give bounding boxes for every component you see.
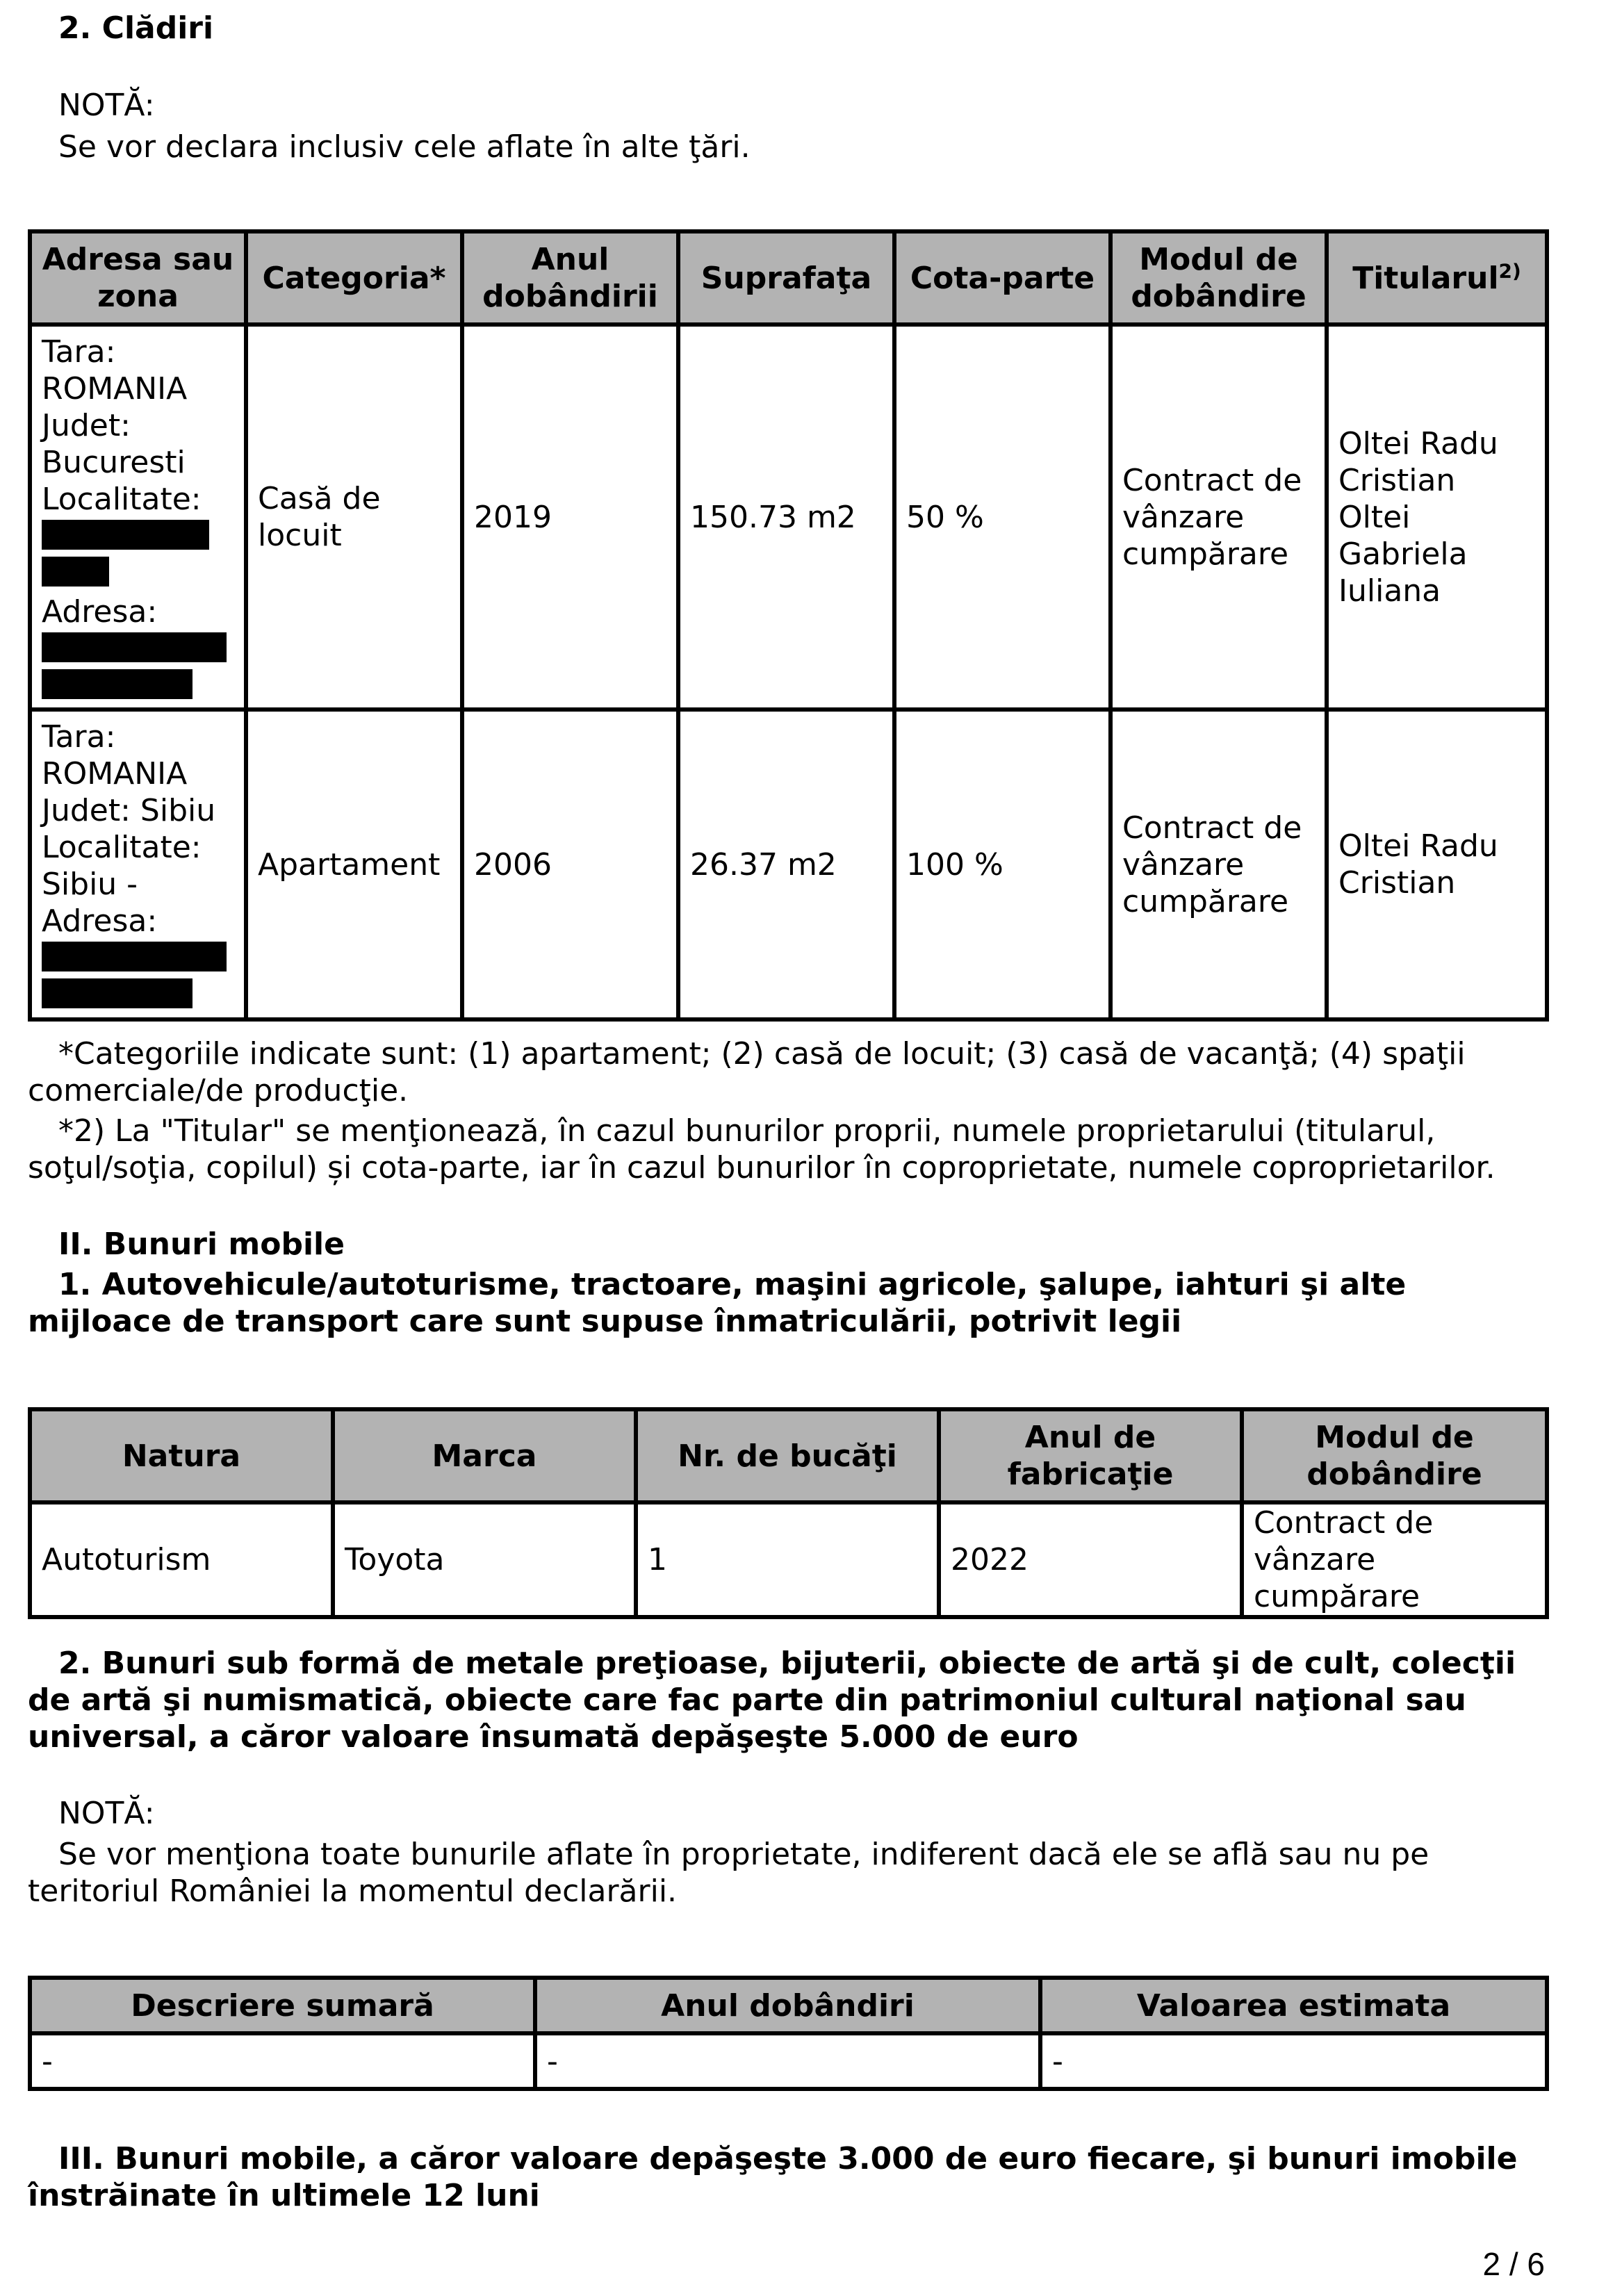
- anul-cell: 2022: [939, 1502, 1242, 1617]
- address-line: ROMANIA: [42, 756, 188, 792]
- table-row: [30, 2033, 1547, 2089]
- vehicles-table: [28, 1407, 1549, 1619]
- note-text: Se vor menţiona toate bunurile aflate în proprietate, indiferent dacă ele se află sau nu pe teritoriul României la momentul declarării.: [28, 1837, 1429, 1909]
- table-header-row: [30, 1409, 1547, 1502]
- anul-cell: 2006: [462, 710, 678, 1019]
- column-header: Nr. de bucăţi: [636, 1409, 939, 1502]
- subsection-vehicles: 1. Autovehicule/autoturisme, tractoare, maşini agricole, şalupe, iahturi şi alte mijloace de transport care sunt supuse înmatriculării, potrivit legii: [28, 1267, 1407, 1339]
- redaction-block: [42, 942, 227, 971]
- address-line: Localitate:: [42, 830, 202, 865]
- section-heading-cladiri: 2. Clădiri: [58, 10, 214, 46]
- subsection-valuables: 2. Bunuri sub formă de metale preţioase, bijuterii, obiecte de artă şi de cult, colecţii de artă şi numismatică, obiecte care fac parte din patrimoniul cultural naţional sau universal, a căror valoare însumată depăşeşte 5.000 de euro: [28, 1646, 1516, 1755]
- section-heading-instrainate: III. Bunuri mobile, a căror valoare depăşeşte 3.000 de euro fiecare, şi bunuri imobile înstrăinate în ultimele 12 luni: [28, 2141, 1518, 2213]
- descriere-cell: -: [30, 2033, 535, 2089]
- column-header-titular: [1327, 231, 1547, 325]
- titular-cell: Oltei Radu Cristian: [1327, 710, 1547, 1019]
- modul-cell: Contract de vânzare cumpărare: [1111, 710, 1327, 1019]
- anul-cell: 2019: [462, 325, 678, 710]
- address-cell: [30, 325, 246, 710]
- address-cell: [30, 710, 246, 1019]
- marca-cell: Toyota: [333, 1502, 636, 1617]
- section-heading-mobile: II. Bunuri mobile: [58, 1227, 345, 1262]
- address-label: Adresa:: [42, 594, 158, 630]
- column-header: Anul de fabricaţie: [939, 1409, 1242, 1502]
- column-header: Categoria*: [246, 231, 462, 325]
- table-header-row: [30, 231, 1547, 325]
- note-label: NOTĂ:: [58, 88, 155, 123]
- cota-cell: 50 %: [894, 325, 1111, 710]
- table-row: [30, 1502, 1547, 1617]
- anul-cell: -: [535, 2033, 1040, 2089]
- categoria-cell: Apartament: [246, 710, 462, 1019]
- column-header: Valoarea estimata: [1040, 1978, 1547, 2033]
- address-line: Sibiu -: [42, 867, 138, 902]
- column-header: Natura: [30, 1409, 333, 1502]
- valuables-table: [28, 1976, 1549, 2091]
- address-label: Adresa:: [42, 903, 158, 939]
- table-header-row: [30, 1978, 1547, 2033]
- redaction-block: [42, 669, 192, 699]
- bucati-cell: 1: [636, 1502, 939, 1617]
- column-header: Adresa sau zona: [30, 231, 246, 325]
- address-line: Judet:: [42, 408, 131, 443]
- footnote-titular: *2) La "Titular" se menţionează, în cazul bunurilor proprii, numele proprietarului (titularul, soţul/soţia, copilul) și cota-parte, iar în cazul bunurilor în coproprietate, numele coproprietarilor.: [28, 1113, 1496, 1186]
- categoria-cell: Casă de locuit: [246, 325, 462, 710]
- note-text: Se vor declara inclusiv cele aflate în alte ţări.: [58, 129, 751, 165]
- redaction-block: [42, 632, 227, 662]
- footnote-marker: 2): [1498, 259, 1521, 282]
- column-header: Anul dobândirii: [462, 231, 678, 325]
- footnote-categorii: *Categoriile indicate sunt: (1) apartament; (2) casă de locuit; (3) casă de vacanţă; (4) spaţii comerciale/de producţie.: [28, 1036, 1466, 1108]
- column-header: Anul dobândiri: [535, 1978, 1040, 2033]
- natura-cell: Autoturism: [30, 1502, 333, 1617]
- redaction-block: [42, 520, 209, 550]
- redaction-block: [42, 557, 109, 587]
- redaction-block: [42, 978, 192, 1008]
- suprafata-cell: 150.73 m2: [678, 325, 894, 710]
- address-line: Localitate:: [42, 482, 202, 517]
- cota-cell: 100 %: [894, 710, 1111, 1019]
- column-header: Suprafaţa: [678, 231, 894, 325]
- column-header: Cota-parte: [894, 231, 1111, 325]
- buildings-table: [28, 229, 1549, 1022]
- modul-cell: Contract de vânzare cumpărare: [1242, 1502, 1547, 1617]
- address-line: Bucuresti: [42, 445, 186, 480]
- column-header: Titularul: [1352, 260, 1499, 296]
- modul-cell: Contract de vânzare cumpărare: [1111, 325, 1327, 710]
- address-line: Tara:: [42, 719, 116, 755]
- address-line: Tara:: [42, 334, 116, 370]
- titular-cell: Oltei Radu Cristian Oltei Gabriela Iuliana: [1327, 325, 1547, 710]
- suprafata-cell: 26.37 m2: [678, 710, 894, 1019]
- column-header: Modul de dobândire: [1242, 1409, 1547, 1502]
- valoarea-cell: -: [1040, 2033, 1547, 2089]
- column-header: Descriere sumară: [30, 1978, 535, 2033]
- address-line: ROMANIA: [42, 371, 188, 407]
- note-label: NOTĂ:: [58, 1796, 155, 1831]
- column-header: Marca: [333, 1409, 636, 1502]
- table-row: [30, 325, 1547, 710]
- column-header: Modul de dobândire: [1111, 231, 1327, 325]
- address-line: Judet: Sibiu: [42, 793, 216, 828]
- page-number: 2 / 6: [1482, 2246, 1545, 2282]
- table-row: [30, 710, 1547, 1019]
